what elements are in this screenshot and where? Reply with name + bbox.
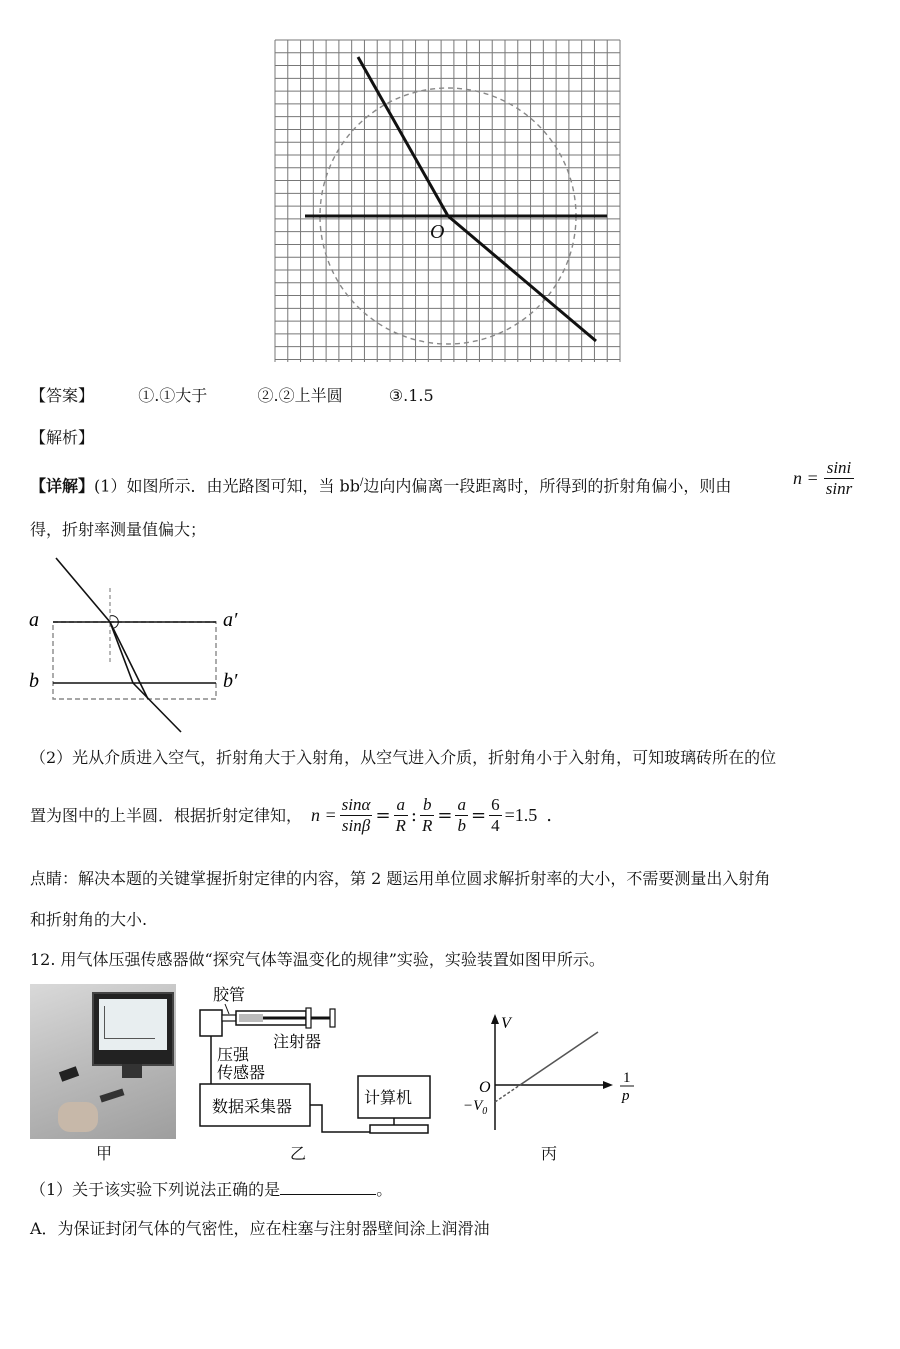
- answer-item-1: ①.①大于: [138, 386, 208, 405]
- label-x-den: p: [622, 1088, 630, 1104]
- detail-sup: /: [360, 477, 364, 488]
- eq-n: n =: [311, 805, 337, 825]
- tip-line-2: 和折射角的大小.: [30, 910, 148, 929]
- tube: [222, 1015, 236, 1021]
- v-vs-inverse-p-graph: [455, 1012, 645, 1137]
- tube-label-pointer: [225, 1004, 229, 1014]
- syringe-device: [100, 1088, 125, 1102]
- eq-f4-den: b: [457, 816, 466, 835]
- part2-line-2: [30, 795, 552, 836]
- formula-num: sini: [824, 458, 854, 479]
- label-v: V: [501, 1015, 511, 1032]
- label-o: O: [479, 1079, 491, 1096]
- monitor-stand: [122, 1064, 142, 1078]
- computer-base: [370, 1125, 428, 1133]
- y-axis-arrow: [491, 1014, 499, 1024]
- answer-item-3: ③.1.5: [388, 386, 434, 405]
- eq-f2-den: R: [395, 816, 406, 835]
- option-a: A．为保证封闭气体的气密性，应在柱塞与注射器壁间涂上润滑油: [30, 1219, 490, 1238]
- eq-f2-num: a: [394, 795, 408, 816]
- part2-line-1: （2）光从介质进入空气，折射角大于入射角，从空气进入介质，折射角小于入射角，可知玻璃砖所在的位: [30, 748, 777, 767]
- graph-line-solid: [520, 1032, 598, 1085]
- glass-slab-figure: [25, 552, 255, 734]
- label-neg-v0: $-V_0$: [463, 1098, 488, 1117]
- analysis-label: 【解析】: [30, 428, 95, 447]
- eq-f1-num: sinα: [341, 795, 371, 814]
- label-b: b: [29, 670, 39, 692]
- syringe-flange: [306, 1008, 311, 1028]
- label-sensor-2: 传感器: [217, 1065, 266, 1082]
- sub-question-1-end: 。: [376, 1180, 393, 1199]
- fig-label-bing: 丙: [541, 1144, 558, 1163]
- eq-result: =1.5: [504, 805, 538, 825]
- x-axis-arrow: [603, 1081, 613, 1089]
- detail-line-1: [30, 472, 731, 497]
- question-12-stem: 12. 用气体压强传感器做“探究气体等温变化的规律”实验，实验装置如图甲所示。: [30, 950, 605, 969]
- ray-in-slab-2: [110, 622, 148, 699]
- eq-f3-den: R: [422, 816, 433, 835]
- eq-f5-num: 6: [491, 795, 500, 814]
- monitor-image: [92, 992, 174, 1066]
- detail-label: 【详解】: [30, 476, 95, 496]
- label-syringe: 注射器: [273, 1034, 322, 1051]
- eq-f1-den: sinβ: [341, 816, 371, 835]
- answer-blank[interactable]: [280, 1178, 376, 1195]
- photo-jia: [30, 984, 176, 1139]
- answer-item-2: ②.②上半圆: [257, 386, 343, 405]
- origin-label: O: [430, 221, 445, 243]
- formula-n-sini-sinr: [793, 458, 854, 499]
- label-computer: 计算机: [364, 1090, 413, 1107]
- eq-end: .: [546, 805, 552, 826]
- label-a: a: [29, 609, 39, 631]
- grid-lines: [275, 40, 620, 362]
- eq-f4-num: a: [457, 795, 466, 814]
- label-b-prime: b′: [223, 670, 238, 692]
- eq-f5-den: 4: [491, 816, 500, 835]
- fig-label-jia: 甲: [96, 1144, 113, 1163]
- detail-text-1: (1）如图所示．由光路图可知，当 bb: [94, 476, 361, 496]
- sub-question-1: [30, 1178, 392, 1201]
- apparatus-diagram: [195, 982, 445, 1142]
- label-tube: 胶管: [213, 987, 246, 1004]
- graph-line-dashed: [495, 1085, 520, 1102]
- refracted-ray: [448, 216, 596, 341]
- detail-text-1b: 边向内偏离一段距离时，所得到的折射角偏小，则由: [363, 476, 732, 496]
- syringe-gas: [239, 1014, 263, 1022]
- eq-equals-2: =: [437, 805, 453, 826]
- refraction-grid-figure: [270, 35, 630, 365]
- sub-question-1-text: （1）关于该实验下列说法正确的是: [30, 1180, 281, 1199]
- label-x-num: 1: [623, 1070, 631, 1086]
- detail-line-2: 得，折射率测量值偏大；: [30, 520, 207, 539]
- sensor-box: [200, 1010, 222, 1036]
- hand: [58, 1102, 98, 1132]
- part2-prefix: 置为图中的上半圆．根据折射定律知，: [30, 805, 303, 825]
- fig-label-yi: 乙: [290, 1144, 307, 1163]
- eq-equals-1: =: [375, 805, 391, 826]
- eq-f3-num: b: [420, 795, 434, 816]
- slab-dashed-outline: [53, 622, 216, 699]
- answer-label: 【答案】: [30, 386, 95, 405]
- answer-line: [30, 385, 434, 407]
- syringe-handle: [330, 1009, 335, 1027]
- label-a-prime: a′: [223, 609, 238, 631]
- eq-equals-3: =: [470, 805, 487, 826]
- ray-in-slab-1: [110, 622, 133, 683]
- label-collector: 数据采集器: [212, 1099, 293, 1116]
- formula-n: n =: [793, 468, 819, 488]
- formula-den: sinr: [825, 479, 853, 498]
- tip-line-1: 点睛：解决本题的关键掌握折射定律的内容，第 2 题运用单位圆求解折射率的大小，不需要测量出入射角: [30, 869, 771, 888]
- exit-ray: [133, 683, 181, 732]
- incident-ray: [56, 558, 110, 622]
- eq-colon: :: [410, 805, 417, 826]
- sensor-device: [59, 1066, 79, 1082]
- label-sensor-1: 压强: [217, 1047, 250, 1064]
